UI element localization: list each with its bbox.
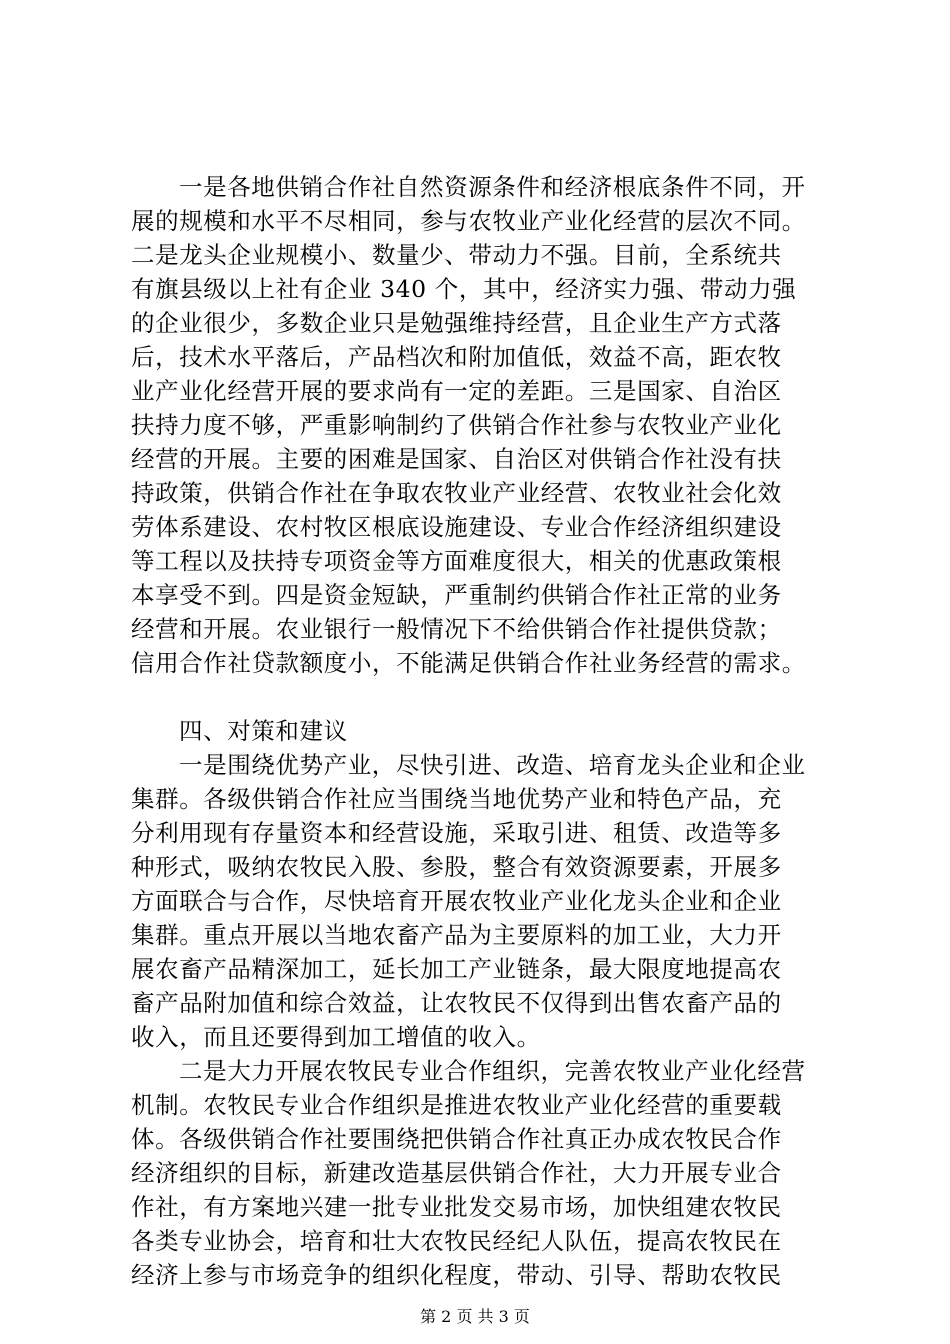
paragraph-line: 本享受不到。四是资金短缺，严重制约供销合作社正常的业务 (131, 581, 782, 609)
paragraph-line: 经济组织的目标，新建改造基层供销合作社，大力开展专业合 (131, 1159, 782, 1187)
paragraph-line: 二是龙头企业规模小、数量少、带动力不强。目前，全系统共 (131, 241, 782, 269)
paragraph-line: 收入，而且还要得到加工增值的收入。 (131, 1023, 541, 1051)
paragraph-line: 体。各级供销合作社要围绕把供销合作社真正办成农牧民合作 (131, 1125, 782, 1153)
paragraph-line: 种形式，吸纳农牧民入股、参股，整合有效资源要素，开展多 (131, 853, 782, 881)
paragraph-line: 等工程以及扶持专项资金等方面难度很大，相关的优惠政策根 (131, 547, 782, 575)
paragraph-line: 二是大力开展农牧民专业合作组织，完善农牧业产业化经营 (179, 1057, 806, 1085)
paragraph-line: 一是围绕优势产业，尽快引进、改造、培育龙头企业和企业 (179, 751, 806, 779)
paragraph-line: 持政策，供销合作社在争取农牧业产业经营、农牧业社会化效 (131, 479, 782, 507)
paragraph-line: 机制。农牧民专业合作组织是推进农牧业产业化经营的重要载 (131, 1091, 782, 1119)
paragraph-line: 后，技术水平落后，产品档次和附加值低，效益不高，距农牧 (131, 343, 782, 371)
paragraph-line: 经营的开展。主要的困难是国家、自治区对供销合作社没有扶 (131, 445, 782, 473)
paragraph-line: 扶持力度不够，严重影响制约了供销合作社参与农牧业产业化 (131, 411, 782, 439)
paragraph-line: 的企业很少，多数企业只是勉强维持经营，且企业生产方式落 (131, 309, 782, 337)
paragraph-line: 集群。重点开展以当地农畜产品为主要原料的加工业，大力开 (131, 921, 782, 949)
paragraph-line: 畜产品附加值和综合效益，让农牧民不仅得到出售农畜产品的 (131, 989, 782, 1017)
paragraph-line: 信用合作社贷款额度小，不能满足供销合作社业务经营的需求。 (131, 649, 806, 677)
page-number-footer: 第 2 页 共 3 页 (420, 1307, 530, 1326)
paragraph-line: 作社，有方案地兴建一批专业批发交易市场，加快组建农牧民 (131, 1193, 782, 1221)
paragraph-line: 一是各地供销合作社自然资源条件和经济根底条件不同，开 (179, 173, 806, 201)
paragraph-line: 分利用现有存量资本和经营设施，采取引进、租赁、改造等多 (131, 819, 782, 847)
paragraph-line: 展的规模和水平不尽相同，参与农牧业产业化经营的层次不同。 (131, 207, 806, 235)
section-heading: 四、对策和建议 (179, 717, 348, 745)
paragraph-line: 展农畜产品精深加工，延长加工产业链条，最大限度地提高农 (131, 955, 782, 983)
paragraph-line: 业产业化经营开展的要求尚有一定的差距。三是国家、自治区 (131, 377, 782, 405)
paragraph-line: 集群。各级供销合作社应当围绕当地优势产业和特色产品，充 (131, 785, 782, 813)
paragraph-line: 经营和开展。农业银行一般情况下不给供销合作社提供贷款； (131, 615, 782, 643)
paragraph-line: 方面联合与合作，尽快培育开展农牧业产业化龙头企业和企业 (131, 887, 782, 915)
paragraph-line: 经济上参与市场竞争的组织化程度，带动、引导、帮助农牧民 (131, 1261, 782, 1289)
paragraph-line: 各类专业协会，培育和壮大农牧民经纪人队伍，提高农牧民在 (131, 1227, 782, 1255)
paragraph-line: 有旗县级以上社有企业 340 个，其中，经济实力强、带动力强 (131, 275, 797, 303)
paragraph-line: 劳体系建设、农村牧区根底设施建设、专业合作经济组织建设 (131, 513, 782, 541)
